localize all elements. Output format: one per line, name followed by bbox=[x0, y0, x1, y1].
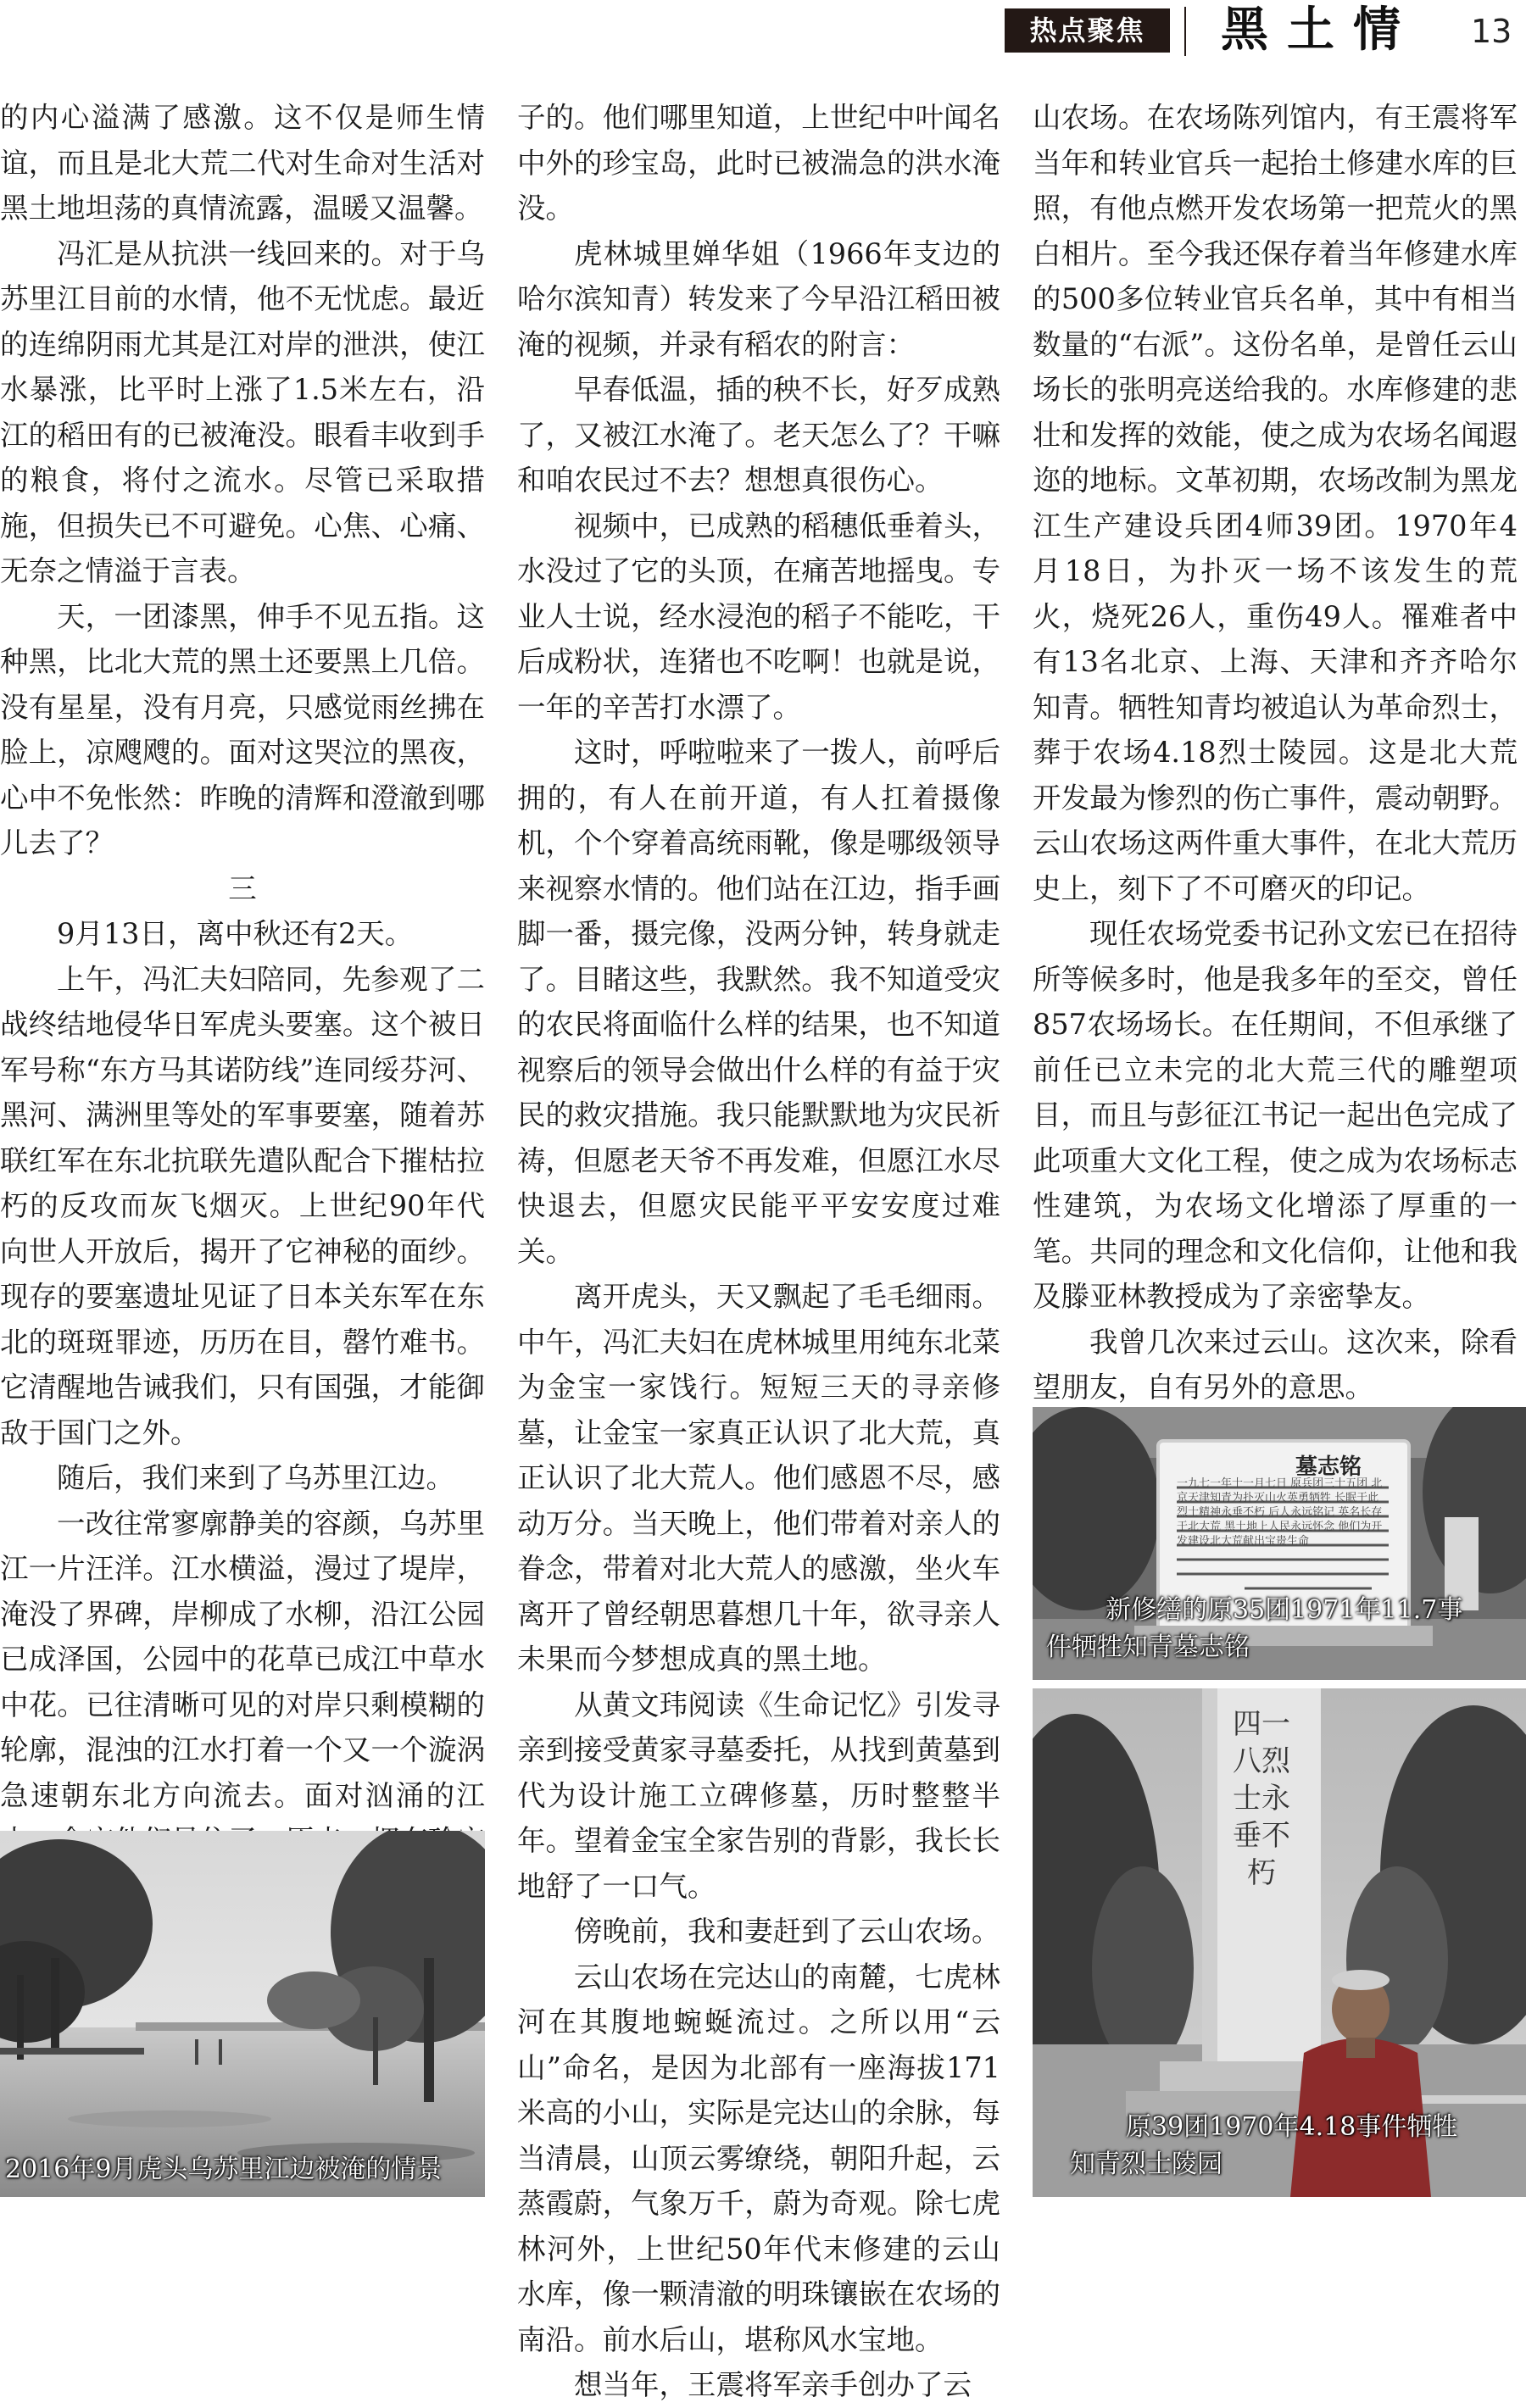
paragraph: 从黄文玮阅读《生命记忆》引发寻亲到接受黄家寻墓委托，从找到黄墓到代为设计施工立碑修墓，历时整整半年。望着金宝全家告别的背影，我长长地舒了一口气。 bbox=[517, 1688, 1000, 1903]
paragraph: 早春低温，插的秧不长，好歹成熟了，又被江水淹了。老天怎么了？干嘛和咱农民过不去？想想真很伤心。 bbox=[517, 373, 1000, 497]
inscription-title: 墓志铭 bbox=[1295, 1454, 1362, 1480]
paragraph: 随后，我们来到了乌苏里江边。 bbox=[57, 1461, 454, 1494]
paragraph: 的内心溢满了感激。这不仅是师生情谊，而且是北大荒二代对生命对生活对黑土地坦荡的真情流露，温暖又温馨。 bbox=[0, 101, 485, 225]
inscription-text: 一九七一年十一月七日 原兵团三十五团 北京天津知青为扑灭山火英勇牺牲 长眠于此 烈士精神永垂不朽 后人永远铭记 英名长存于北大荒 黑土地上人民永远怀念 他们为开发建设北大荒献出宝贵生命 bbox=[1177, 1477, 1383, 1548]
paragraph: 冯汇是从抗洪一线回来的。对于乌苏里江目前的水情，他不无忧虑。最近的连绵阴雨尤其是江对岸的泄洪，使江水暴涨，比平时上涨了1.5米左右，沿江的稻田有的已被淹没。眼看丰收到手的粮食，将付之流水。尽管已采取措施，但损失已不可避免。心焦、心痛、无奈之情溢于言表。 bbox=[0, 236, 485, 587]
tablet-photo-caption-line1: 新修缮的原35团1971年11.7事 bbox=[1106, 1595, 1463, 1625]
monument-photo-caption-line2: 知青烈士陵园 bbox=[1070, 2149, 1222, 2179]
section-number: 三 bbox=[228, 871, 257, 905]
paragraph: 想当年，王震将军亲手创办了云 bbox=[574, 2368, 972, 2401]
flood-photo-caption: 2016年9月虎头乌苏里江边被淹的情景 bbox=[5, 2155, 443, 2184]
paragraph: 云山农场在完达山的南麓，七虎林河在其腹地蜿蜒流过。之所以用“云山”命名，是因为北部有一座海拔171米高的小山，实际是完达山的余脉，每当清晨，山顶云雾缭绕，朝阳升起，云蒸霞蔚，气象万千，蔚为奇观。除七虎林河外，上世纪50年代末修建的云山水库，像一颗清澈的明珠镶嵌在农场的南沿。前水后山，堪称风水宝地。 bbox=[517, 1960, 1000, 2356]
paragraph: 一改往常寥廓静美的容颜，乌苏里江一片汪洋。江水横溢，漫过了堤岸，淹没了界碑，岸柳成了水柳，沿江公园已成泽国，公园中的花草已成江中草水中花。已往清晰可见的对岸只剩模糊的轮廓，混浊的江水打着一个又一个漩涡急速朝东北方向流去。面对汹涌的江 bbox=[0, 1506, 485, 1812]
tablet-photo bbox=[1033, 1407, 1526, 1680]
header-divider bbox=[1184, 7, 1186, 56]
page-number: 13 bbox=[1471, 13, 1512, 50]
paragraph: 我曾几次来过云山。这次来，除看望朋友，自有另外的意思。 bbox=[1033, 1325, 1518, 1404]
magazine-name: 黑土情 bbox=[1221, 2, 1419, 58]
paragraph: 天，一团漆黑，伸手不见五指。这种黑，比北大荒的黑土还要黑上几倍。没有星星，没有月亮，只感觉雨丝拂在脸上，凉飕飕的。面对这哭泣的黑夜，心中不免怅然：昨晚的清辉和澄澈到哪儿去了？ bbox=[0, 599, 485, 859]
paragraph: 离开虎头，天又飘起了毛毛细雨。中午，冯汇夫妇在虎林城里用纯东北菜为金宝一家饯行。短短三天的寻亲修墓，让金宝一家真正认识了北大荒，真正认识了北大荒人。他们感恩不尽，感动万分。当天晚上，他们带着对亲人的眷念，带着对北大荒人的感激，坐火车离开了曾经朝思暮想几十年，欲寻亲人未果而今梦想成真的黑土地。 bbox=[517, 1280, 1000, 1676]
tablet-photo-caption-line2: 件牺牲知青墓志铭 bbox=[1046, 1632, 1250, 1662]
monument-photo-caption-line1: 原39团1970年4.18事件牺牲 bbox=[1126, 2112, 1458, 2142]
section-tag: 热点聚焦 bbox=[1005, 8, 1170, 53]
obelisk-inscription: 四一八烈士永垂不朽 bbox=[1233, 1707, 1290, 1890]
paragraph: 子的。他们哪里知道，上世纪中叶闻名中外的珍宝岛，此时已被湍急的洪水淹没。 bbox=[517, 101, 1000, 225]
paragraph: 这时，呼啦啦来了一拨人，前呼后拥的，有人在前开道，有人扛着摄像机，个个穿着高统雨靴，像是哪级领导来视察水情的。他们站在江边，指手画脚一番，摄完像，没两分钟，转身就走了。目睹这些，我默然。我不知道受灾的农民将面临什么样的结果，也不知道视察后的领导会做出什么样的有益于灾民的救灾措施。我只能默默地为灾民祈祷，但愿老天爷不再发难，但愿江水尽快退去，但愿灾民能平平安安度过难关。 bbox=[517, 736, 1000, 1268]
monument-photo bbox=[1033, 1688, 1526, 2197]
text-column-2 bbox=[517, 95, 1000, 2408]
text-column-3 bbox=[1033, 95, 1518, 1410]
paragraph: 山农场。在农场陈列馆内，有王震将军当年和转业官兵一起抬土修建水库的巨照，有他点燃开发农场第一把荒火的黑白相片。至今我还保存着当年修建水库的500多位转业官兵名单，其中有相当数量的“右派”。这份名单，是曾任云山场长的张明亮送给我的。水库修建的悲壮和发挥的效能，使之成为农场名闻遐迩的地标。文革初期，农场改制为黑龙江生产建设兵团4师39团。1970年4月18日，为扑灭一场不该发生的荒火，烧死26人，重伤49人。罹难者中有13名北京、上海、天津和齐齐哈尔知青。牺牲知青均被追认为革命烈士，葬于农场4.18烈士陵园。这是北大荒开发最为惨烈的伤亡事件，震动朝野。云山农场这两件重大事件，在北大荒历史上，刻下了不可磨灭的印记。 bbox=[1033, 101, 1518, 905]
paragraph: 视频中，已成熟的稻穗低垂着头，水没过了它的头顶，在痛苦地摇曳。专业人士说，经水浸泡的稻子不能吃，干后成粉状，连猪也不吃啊！也就是说，一年的辛苦打水漂了。 bbox=[517, 509, 1000, 724]
flood-photo-image bbox=[0, 1831, 485, 2197]
paragraph: 上午，冯汇夫妇陪同，先参观了二战终结地侵华日军虎头要塞。这个被日军号称“东方马其诺防线”连同绥芬河、黑河、满洲里等处的军事要塞，随着苏联红军在东北抗联先遣队配合下摧枯拉朽的反攻而灰飞烟灭。上世纪90年代向世人开放后，揭开了它神秘的面纱。现存的要塞遗址见证了日本关东军在东北的斑斑罪迹，历历在目，罄竹难书。它清醒地告诫我们，只有国强，才能御敌于国门之外。 bbox=[0, 962, 485, 1449]
flood-photo bbox=[0, 1831, 485, 2197]
paragraph: 虎林城里婵华姐（1966年支边的哈尔滨知青）转发来了今早沿江稻田被淹的视频，并录有稻农的附言： bbox=[517, 236, 1000, 361]
paragraph: 9月13日，离中秋还有2天。 bbox=[57, 917, 414, 950]
text-column-1 bbox=[0, 95, 485, 1909]
paragraph: 现任农场党委书记孙文宏已在招待所等候多时，他是我多年的至交，曾任857农场场长。在任期间，不但承继了前任已立未完的北大荒三代的雕塑项目，而且与彭征江书记一起出色完成了此项重大文化工程，使之成为农场标志性建筑，为农场文化增添了厚重的一笔。共同的理念和文化信仰，让他和我及滕亚林教授成为了亲密挚友。 bbox=[1033, 917, 1518, 1313]
paragraph: 傍晚前，我和妻赶到了云山农场。 bbox=[574, 1915, 1000, 1948]
